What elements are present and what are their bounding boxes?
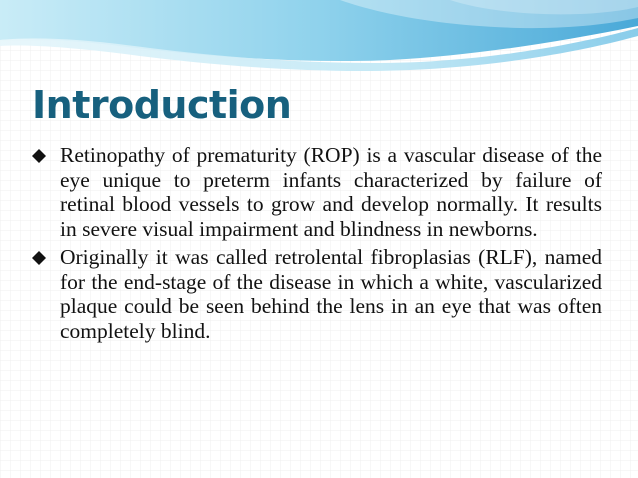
bullet-item bbox=[32, 143, 602, 241]
bullet-list bbox=[32, 143, 602, 347]
bullet-text: Retinopathy of prematurity (ROP) is a vascular disease of the eye unique to preterm infants characterized by failure of retinal blood vessels to grow and develop normally. It results in severe visual impairment and blindness in newborns. bbox=[60, 143, 602, 241]
header-wave-decoration bbox=[0, 0, 638, 80]
slide-title: Introduction bbox=[32, 83, 292, 127]
bullet-item bbox=[32, 245, 602, 343]
bullet-text: Originally it was called retrolental fibroplasias (RLF), named for the end-stage of the disease in which a white, vascularized plaque could be seen behind the lens in an eye that was often completely blind. bbox=[60, 245, 602, 343]
